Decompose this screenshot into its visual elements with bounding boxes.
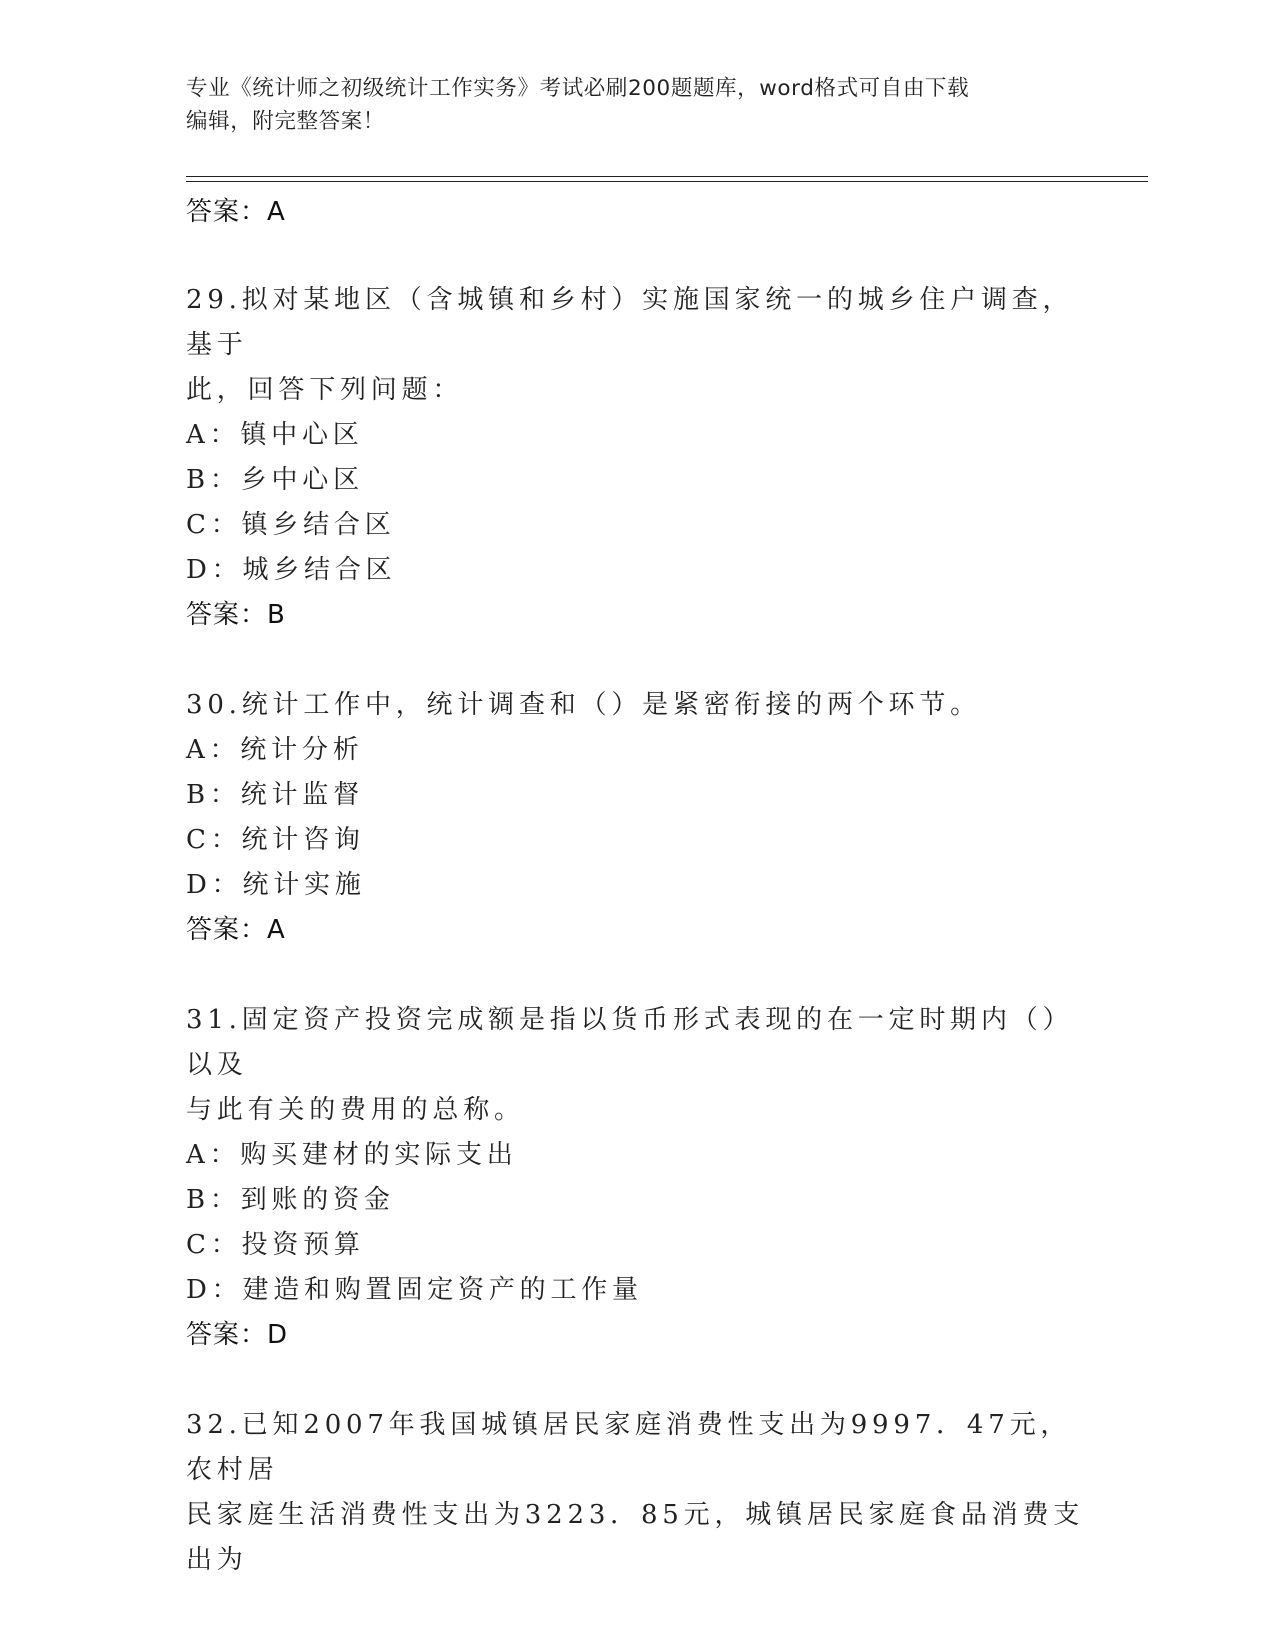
option-a: A：统计分析 (186, 735, 364, 765)
header-line: 专业《统计师之初级统计工作实务》考试必刷200题题库，word格式可自由下载 (186, 76, 970, 101)
header-line: 编辑，附完整答案！ (186, 109, 385, 134)
option-d: D：建造和购置固定资产的工作量 (186, 1275, 643, 1305)
answer-line: 答案：B (186, 600, 286, 630)
option-a: A：购买建材的实际支出 (186, 1140, 518, 1170)
question-list (186, 190, 1086, 1583)
question-block (186, 1403, 1086, 1583)
option-c: C：统计咨询 (186, 825, 365, 855)
option-b: B：到账的资金 (186, 1185, 395, 1215)
option-b: B：统计监督 (186, 780, 364, 810)
option-d: D：城乡结合区 (186, 555, 397, 585)
question-text: 30.统计工作中，统计调查和（）是紧密衔接的两个环节。 (186, 690, 981, 720)
question-text: 民家庭生活消费性支出为3223．85元，城镇居民家庭食品消费支出为 (186, 1500, 1085, 1575)
question-text: 此，回答下列问题： (186, 375, 464, 405)
question-text: 31.固定资产投资完成额是指以货币形式表现的在一定时期内（）以及 (186, 1005, 1074, 1080)
question-block (186, 998, 1086, 1358)
answer-line: 答案：A (186, 915, 286, 945)
page-header (186, 72, 1066, 138)
header-rule (186, 176, 1148, 177)
question-block (186, 683, 1086, 953)
question-text: 29.拟对某地区（含城镇和乡村）实施国家统一的城乡住户调查，基于 (186, 285, 1074, 360)
question-block (186, 278, 1086, 638)
option-c: C：投资预算 (186, 1230, 365, 1260)
option-c: C：镇乡结合区 (186, 510, 396, 540)
option-d: D：统计实施 (186, 870, 366, 900)
option-a: A：镇中心区 (186, 420, 364, 450)
question-text: 与此有关的费用的总称。 (186, 1095, 525, 1125)
question-text: 32.已知2007年我国城镇居民家庭消费性支出为9997．47元，农村居 (186, 1410, 1072, 1485)
option-b: B：乡中心区 (186, 465, 364, 495)
answer-line: 答案：A (186, 197, 286, 227)
header-rule (186, 181, 1148, 182)
answer-line: 答案：D (186, 1320, 289, 1350)
